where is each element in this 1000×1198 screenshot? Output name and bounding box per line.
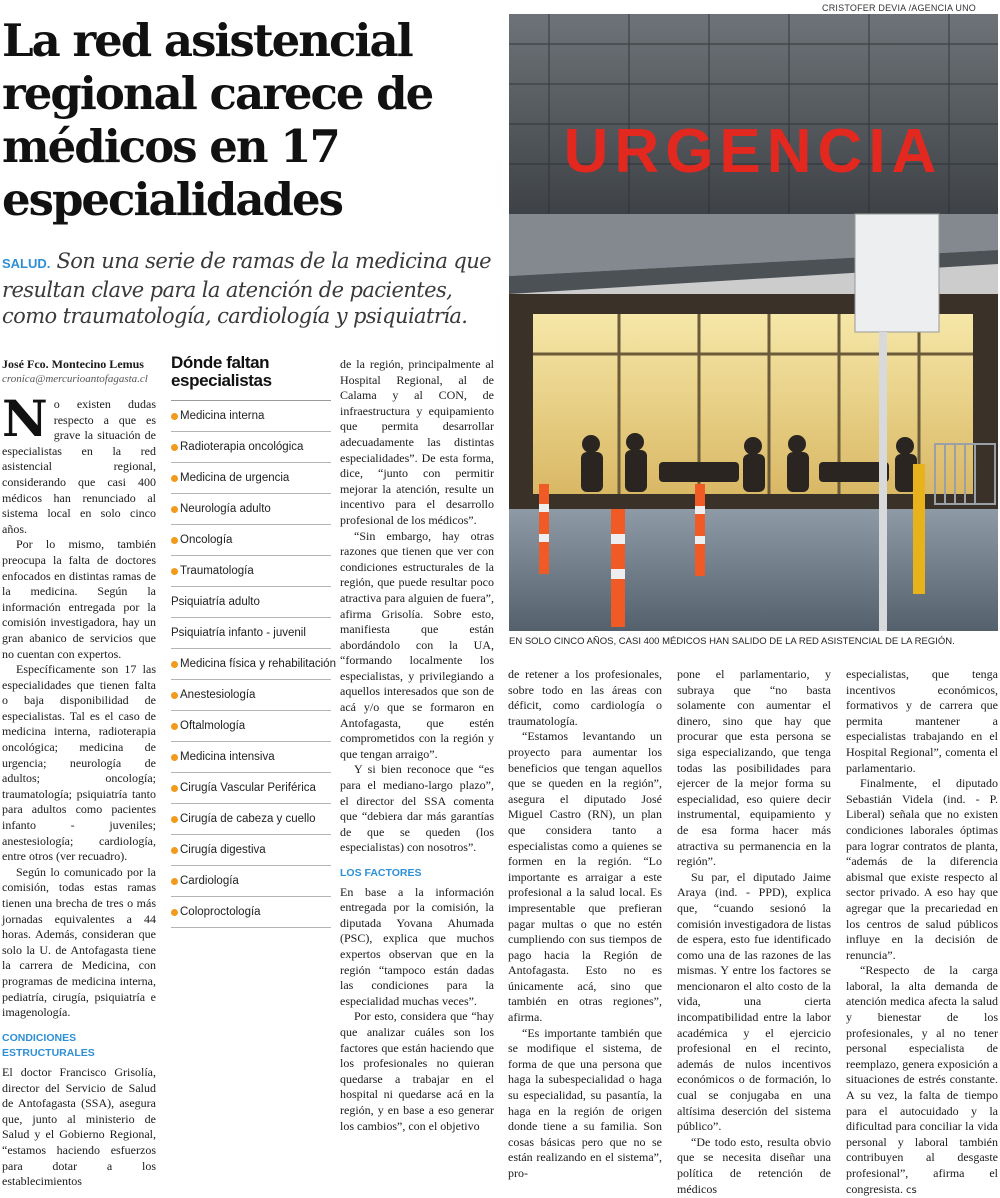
specialty-item	[171, 649, 336, 680]
author-email[interactable]: cronica@mercurioantofagasta.cl	[2, 373, 148, 385]
specialty-item	[171, 463, 331, 494]
bullet-dot-icon	[171, 878, 178, 885]
paragraph-text: “Respecto de la carga laboral, la alta demanda de atención medica afecta la salud y bienestar de los profesionales, y al no tener personal especialista de reemplazo, genera exposición a situaciones de estrés constante. A su vez, la falta de tiempo para el autocuidado y la dificultad para conciliar la vida personal y laboral también contribuyen al desgaste profesional”, afirma el congresista.	[846, 963, 998, 1196]
end-mark: cs	[905, 1184, 917, 1196]
bullet-dot-icon	[171, 413, 178, 420]
bullet-dot-icon	[171, 444, 178, 451]
byline: José Fco. Montecino Lemus	[2, 357, 144, 371]
column-5	[677, 667, 831, 1197]
specialty-item	[171, 432, 331, 463]
paragraph: “Es importante también que se modifique el sistema, de forma de que una persona que haga la subespecialidad o haga su especialidad, su pasantía, la haga en la región de origen donde tiene a su familia. Son cosas básicas pero que no se están realizando en el sistema”, pro-	[508, 1025, 662, 1180]
specialty-label: Medicina de urgencia	[180, 472, 290, 484]
bullet-dot-icon	[171, 785, 178, 792]
specialty-item	[171, 897, 331, 928]
specialty-item	[171, 401, 331, 432]
specialty-label: Medicina interna	[180, 410, 265, 422]
paragraph: El doctor Francisco Grisolía, director del Servicio de Salud de Antofagasta (SSA), asegura que, junto al ministerio de Salud y el Gobierno Regional, “estamos haciendo esfuerzos para dotar a los establecimientos	[2, 1064, 156, 1189]
column-1	[2, 357, 156, 1190]
specialty-label: Neurología adulto	[180, 503, 271, 515]
specialty-label: Cirugía digestiva	[180, 844, 266, 856]
column-6	[846, 667, 998, 1198]
paragraph: Específicamente son 17 las especialidades que tienen falta o baja disponibilidad de especialistas. Tal es el caso de medicina interna, radioterapia oncológica; medicina de urgencia; neurología de adultos; oncología; traumatología; psiquiatría tanto para adultos como pacientes infanto - juveniles; anestesiología; cardiología, entre otros (ver recuadro).	[2, 662, 156, 864]
specialty-label: Oncología	[180, 534, 233, 546]
specialty-label: Psiquiatría infanto - juvenil	[171, 627, 306, 639]
specialty-item	[171, 711, 331, 742]
column-3	[340, 357, 494, 1134]
paragraph: En base a la información entregada por la comisión, la diputada Yovana Ahumada (PSC), explica que muchos expertos observan que en la región “tampoco están dadas las condiciones para la especialidad muchas veces”.	[340, 884, 494, 1008]
paragraph	[846, 963, 998, 1198]
specialty-label: Cardiología	[180, 875, 239, 887]
bullet-dot-icon	[171, 847, 178, 854]
paragraph	[2, 389, 156, 537]
subheading: CONDICIONES ESTRUCTURALES	[2, 1031, 95, 1060]
bullet-dot-icon	[171, 692, 178, 699]
specialty-item	[171, 773, 331, 804]
paragraph: Por lo mismo, también preocupa la falta de doctores enfocados en distintas ramas de la medicina. Según la información entregada por la comisión investigadora, hay un gran abanico de servicios que no cuentan con expertos.	[2, 537, 156, 661]
paragraph: de retener a los profesionales, sobre todo en las áreas con déficit, como cardiología o traumatología.	[508, 667, 662, 728]
paragraph: pone el parlamentario, y subraya que “no basta solamente con aumentar el dinero, sino que hay que procurar que esta persona se siga especializando, que tenga todas las posibilidades para ejercer de la mejor forma su especialidad, eso quiere decir instrumental, equipamiento y de esa forma hacer más atractiva su permanencia en la región”.	[677, 667, 831, 869]
bullet-dot-icon	[171, 723, 178, 730]
specialty-label: Cirugía Vascular Periférica	[180, 782, 316, 794]
specialty-item	[171, 525, 331, 556]
specialty-item	[171, 742, 331, 773]
specialty-item	[171, 835, 331, 866]
specialty-label: Anestesiología	[180, 689, 256, 701]
dropcap: N	[2, 389, 48, 448]
paragraph: Según lo comunicado por la comisión, todas estas ramas tienen una brecha de tres o más jornadas equivalentes a 44 horas. Además, consideran que solo la U. de Antofagasta tiene la carrera de Medicina, con programas de medicina interna, pediatría, cirugía, psiquiatría e imagenología.	[2, 864, 156, 1020]
subheading: LOS FACTORES	[340, 867, 422, 879]
bullet-dot-icon	[171, 816, 178, 823]
specialties-list	[171, 400, 336, 928]
specialty-label: Medicina intensiva	[180, 751, 275, 763]
bullet-dot-icon	[171, 754, 178, 761]
bullet-dot-icon	[171, 661, 178, 668]
specialty-item	[171, 866, 331, 897]
specialty-item	[171, 556, 331, 587]
specialty-label: Cirugía de cabeza y cuello	[180, 813, 316, 825]
emergency-photo	[509, 14, 998, 631]
paragraph: de la región, principalmente al Hospital Regional, al de Calama y al CON, de infraestructura y equipamiento que permita desarrollar adecuadamente las distintas especialidades”. De esta forma, dice, “junto con permitir mejorar la atención, resulte un incentivo para el desarrollo profesional de los médicos”.	[340, 357, 494, 527]
specialty-label: Psiquiatría adulto	[171, 596, 260, 608]
specialty-label: Medicina física y rehabilitación	[180, 658, 336, 670]
specialty-label: Oftalmología	[180, 720, 246, 732]
deck-text: Son una serie de ramas de la medicina que resultan clave para la atención de pacientes, como traumatología, cardiología y psiquiatría.	[2, 249, 491, 328]
specialty-label: Coloproctología	[180, 906, 261, 918]
paragraph: “Sin embargo, hay otras razones que tienen que ver con condiciones estructurales de la región, que puede resultar poco atractiva para alguien de fuera”, afirma Grisolía. Sobre esto, manifiesta que están abordándolo con la UA, “formando localmente los especialistas, y privilegiando a aquellos interesados que son de acá y/o que se formaron en Antofagasta, que estén comprometidos con la región y que tengan arraigo”.	[340, 528, 494, 761]
bullet-dot-icon	[171, 537, 178, 544]
specialty-label: Traumatología	[180, 565, 254, 577]
photo-caption: EN SOLO CINCO AÑOS, CASI 400 MÉDICOS HAN SALIDO DE LA RED ASISTENCIAL DE LA REGIÓN.	[509, 636, 955, 647]
specialty-item	[171, 804, 331, 835]
paragraph-text: o existen dudas respecto a que es grave la situación de especialistas en la red asistencial regional, considerando que casi 400 médicos han renunciado al sistema local en solo cinco años.	[2, 397, 156, 536]
bullet-dot-icon	[171, 506, 178, 513]
bullet-dot-icon	[171, 909, 178, 916]
paragraph: Su par, el diputado Jaime Araya (ind. - PPD), explica que, “cuando sesionó la comisión investigadora de listas de espera, esto fue identificado como una de las razones de las mismas. Y entre los factores se mencionaron el alto costo de la vida, una cierta incompatibilidad entre la labor académica y el ejercicio profesional en el recinto, además de nulos incentivos económicos o de formación, lo cual se conjugaba en una altísima deserción del sistema público”.	[677, 869, 831, 1134]
urgencia-sign: URGENCIA	[563, 117, 943, 186]
paragraph: “Estamos levantando un proyecto para aumentar los beneficios que tengan aquellos que se queden en la región”, asegura el diputado José Miguel Castro (RN), un plan que considera tanto a especialistas como a quienes se formen en la región. “Lo importante es arraigar a este profesional a la salud local. Es impresentable que prefieran pagar multas o que no estén cumpliendo con sus tiempos de pago hacia la Región de Antofagasta. Esto no es únicamente acá, sino que también en otras regiones”, afirma.	[508, 729, 662, 1025]
paragraph: Finalmente, el diputado Sebastián Videla (ind. - P. Liberal) señala que no existen condiciones laborales óptimas para lograr contratos de planta, “además de la diferencia abismal que existe respecto al sector privado. A eso hay que agregar que la precariedad en los centros de salud públicos influye en la decisión de renuncia”.	[846, 776, 998, 962]
paragraph: “De todo esto, resulta obvio que se necesita diseñar una política de retención de médicos	[677, 1134, 831, 1196]
paragraph: Por esto, considera que “hay que analizar cuáles son los factores que están haciendo que los profesionales no quieran quedarse a trabajar en el hospital ni quedarse acá en la región, y en base a eso generar los cambios”, con el objetivo	[340, 1009, 494, 1133]
specialty-item	[171, 494, 331, 525]
paragraph: Y si bien reconoce que “es para el mediano-largo plazo”, el director del SSA comenta que “debiera dar más garantías de que se queden (los especialistas) con nosotros”.	[340, 762, 494, 855]
section-kicker: SALUD.	[2, 256, 51, 271]
specialty-label: Radioterapia oncológica	[180, 441, 304, 453]
photo-credit: CRISTOFER DEVIA /AGENCIA UNO	[822, 3, 976, 13]
specialty-item	[171, 618, 331, 649]
bullet-dot-icon	[171, 475, 178, 482]
headline: La red asistencial regional carece de médicos en 17 especialidades	[2, 14, 433, 226]
column-4	[508, 667, 662, 1182]
specialty-item	[171, 680, 331, 711]
sidebar-title: Dónde faltan especialistas	[171, 353, 272, 390]
bullet-dot-icon	[171, 568, 178, 575]
specialties-sidebar	[171, 353, 336, 928]
deck	[2, 248, 502, 329]
paragraph: especialistas, que tenga incentivos económicos, formativos y de carrera que permita mantener a especialistas trabajando en el Hospital Regional”, comenta el parlamentario.	[846, 667, 998, 775]
specialty-item	[171, 587, 331, 618]
